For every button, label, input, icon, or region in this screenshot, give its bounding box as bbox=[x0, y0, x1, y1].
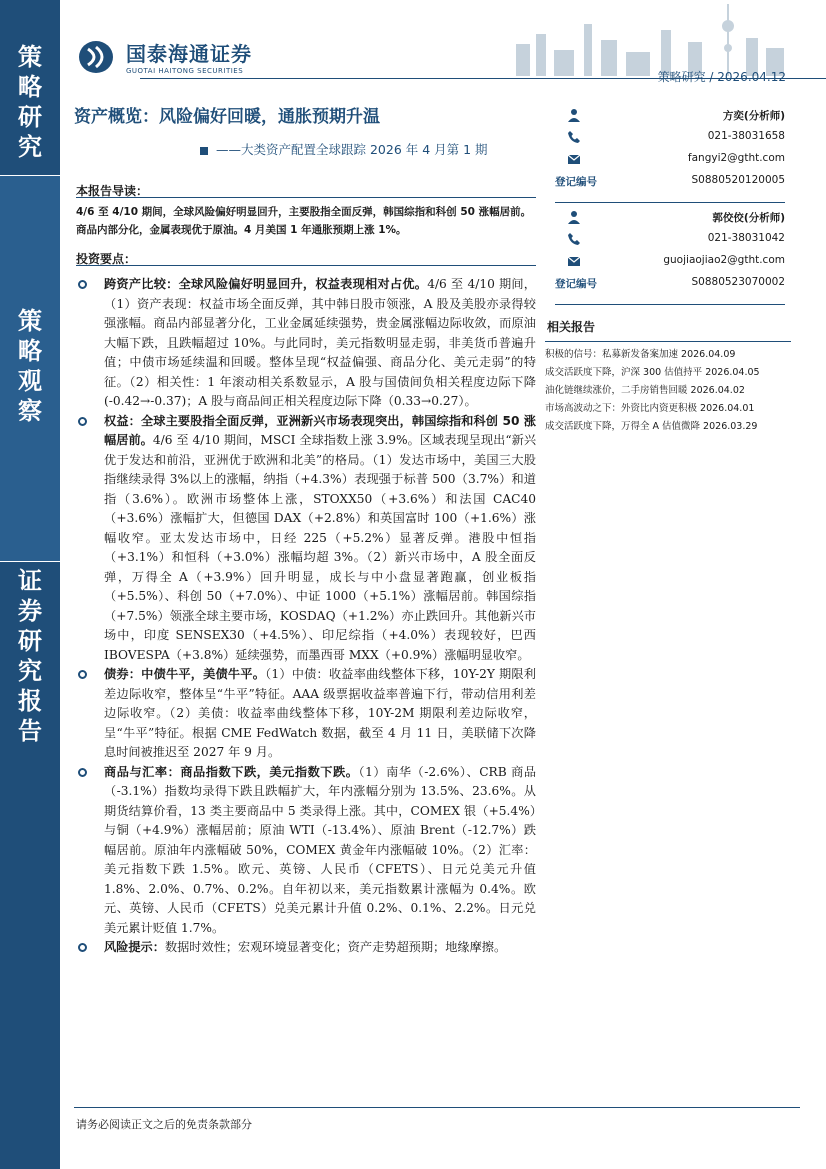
page-title: 资产概览：风险偏好回暖，通胀预期升温 bbox=[74, 107, 380, 127]
sidebar-char: 券 bbox=[18, 597, 42, 625]
sidebar-char: 策 bbox=[18, 307, 42, 335]
phone-icon bbox=[567, 232, 581, 246]
city-skyline-illustration bbox=[506, 4, 806, 76]
related-report-link[interactable]: 油化链继续涨价，二手房销售回暖 2026.04.02 bbox=[545, 385, 745, 396]
analyst-email[interactable]: fangyi2@gtht.com bbox=[687, 152, 785, 164]
point-lead: 权益：全球主要股指全面反弹，亚洲新兴市场表现突出，韩国综指和科创 50 涨幅居前。 bbox=[104, 413, 536, 447]
sidebar-char: 究 bbox=[18, 133, 42, 161]
point-bonds bbox=[76, 665, 536, 763]
registration-label: 登记编号 bbox=[555, 278, 597, 290]
logo-text-en: GUOTAI HAITONG SECURITIES bbox=[126, 67, 244, 75]
circle-bullet-icon bbox=[78, 280, 87, 289]
sidebar-char: 研 bbox=[18, 103, 42, 131]
footer-divider bbox=[74, 1107, 800, 1108]
report-date: 2026.04.12 bbox=[717, 70, 786, 84]
sidebar-char: 略 bbox=[18, 73, 42, 101]
registration-label: 登记编号 bbox=[555, 176, 597, 188]
analyst-phone: 021-38031042 bbox=[707, 232, 785, 244]
sidebar-char: 研 bbox=[18, 627, 42, 655]
sidebar-char: 究 bbox=[18, 657, 42, 685]
point-body: （1）中债：收益率曲线整体下移，10Y-2Y 期限利差边际收窄，整体呈“牛平”特征。AAA 级票据收益率普遍下行，带动信用利差边际收窄。（2）美债：收益率曲线整体下移，10Y-2M 期限利差边际收窄，呈“牛平”特征。根据 CME FedWatch 数据，截至 4 月 11 日，美联储下次降息时间被推迟至 2027 年 9 月。 bbox=[104, 667, 536, 759]
related-report-link[interactable]: 成交活跃度下降，万得全 A 估值微降 2026.03.29 bbox=[545, 421, 758, 432]
point-lead: 跨资产比较：全球风险偏好明显回升，权益表现相对占优。 bbox=[104, 277, 428, 291]
analyst-icon bbox=[567, 210, 581, 224]
sidebar-char: 策 bbox=[18, 43, 42, 71]
sidebar-char: 察 bbox=[18, 397, 42, 425]
guide-heading: 本报告导读： bbox=[76, 184, 149, 198]
company-logo bbox=[78, 38, 252, 75]
subtitle-text: ——大类资产配置全球跟踪 2026 年 4 月第 1 期 bbox=[216, 142, 488, 157]
related-report-link[interactable]: 积极的信号：私募新发备案加速 2026.04.09 bbox=[545, 349, 736, 360]
registration-number: S0880523070002 bbox=[691, 276, 785, 288]
page-subtitle bbox=[200, 140, 488, 158]
analyst-divider bbox=[555, 304, 785, 305]
guide-text: 4/6 至 4/10 期间，全球风险偏好明显回升，主要股指全面反弹，韩国综指和科创 50 涨幅居前。商品内部分化，金属表现优于原油。4 月美国 1 年通胀预期上涨 1%。 bbox=[76, 206, 532, 236]
point-body: 数据时效性；宏观环境显著变化；资产走势超预期；地缘摩擦。 bbox=[164, 940, 507, 954]
sidebar-block-strategy-research bbox=[0, 0, 60, 175]
investment-points bbox=[76, 275, 536, 958]
circle-bullet-icon bbox=[78, 417, 87, 426]
sidebar bbox=[0, 0, 60, 1169]
sidebar-char: 报 bbox=[18, 687, 42, 715]
analyst-name: 方奕(分析师) bbox=[722, 110, 785, 122]
analyst-card bbox=[555, 210, 785, 305]
guide-divider bbox=[76, 197, 536, 198]
sidebar-char: 证 bbox=[18, 567, 42, 595]
related-divider bbox=[545, 341, 791, 342]
circle-bullet-icon bbox=[78, 943, 87, 952]
point-lead: 商品与汇率：商品指数下跌，美元指数下跌。 bbox=[104, 764, 359, 779]
email-icon bbox=[567, 254, 581, 268]
analyst-divider bbox=[555, 202, 785, 203]
sidebar-block-strategy-observation bbox=[0, 176, 60, 561]
point-body: 4/6 至 4/10 期间，（1）资产表现：权益市场全面反弹，其中韩日股市领涨，A 股及美股亦录得较强涨幅。商品内部显著分化，工业金属延续强势，贵金属涨幅边际收敛，而原油大幅下跌，且跌幅超过 10%。与此同时，美元指数明显走弱，非美货币普遍升值；中债市场延续温和回暖。整体呈现“权益偏强、商品分化、美元走弱”的特征。（2）相关性：1 年滚动相关系数显示，A 股与国债间负相关程度边际下降(-0.42→-0.37)；A 股与商品间正相关程度边际下降（0.33→0.27）。 bbox=[104, 277, 536, 408]
analyst-name: 郭佼佼(分析师) bbox=[712, 212, 785, 224]
logo-text-cn: 国泰海通证券 bbox=[126, 42, 252, 66]
circle-bullet-icon bbox=[78, 670, 87, 679]
logo-mark-icon bbox=[78, 39, 122, 75]
point-risk bbox=[76, 938, 536, 958]
phone-icon bbox=[567, 130, 581, 144]
point-cross-asset bbox=[76, 275, 536, 412]
email-icon bbox=[567, 152, 581, 166]
related-reports-heading: 相关报告 bbox=[547, 320, 596, 334]
sidebar-char: 略 bbox=[18, 337, 42, 365]
point-commodities-fx bbox=[76, 763, 536, 939]
report-category: 策略研究 bbox=[657, 70, 706, 84]
point-body: （1）南华（-2.6%）、CRB 商品（-3.1%）指数均录得下跌且跌幅扩大，年内涨幅分别为 13.5%、23.6%。从期货结算价看，13 类主要商品中 5 类录得上涨。其中，COMEX 银（+5.4%）与铜（+4.9%）涨幅居前；原油 WTI（-13.4%）、原油 Brent（-12.7%）跌幅居前。原油年内涨幅破 50%，COMEX 黄金年内涨幅破 10%。（2）汇率：美元指数下跌 1.5%。欧元、英镑、人民币（CFETS）、日元兑美元升值 1.8%、2.0%、0.7%、0.2%。自年初以来，美元指数累计涨幅为 0.4%。欧元、英镑、人民币（CFETS）兑美元累计升值 0.2%、0.1%、2.2%。日元兑美元累计贬值 1.7%。 bbox=[104, 764, 537, 935]
header-meta: 策略研究 / 2026.04.12 bbox=[657, 70, 786, 84]
footer-disclaimer: 请务必阅读正文之后的免责条款部分 bbox=[76, 1118, 252, 1131]
point-body: 4/6 至 4/10 期间，MSCI 全球指数上涨 3.9%。区域表现呈现出“新兴优于发达和前沿，亚洲优于欧洲和北美”的格局。（1）发达市场中，美国三大股指继续录得 3%以上的涨幅，纳指（+4.3%）表现强于标普 500（3.7%）和道指（3.6%）。欧洲市场整体上涨，STOXX50（+3.6%）和法国 CAC40（+3.6%）涨幅扩大，但德国 DAX（+2.8%）和英国富时 100（+1.6%）涨幅收窄。亚太发达市场中，日经 225（+5.2%）显著反弹。港股中恒指（+3.1%）和恒科（+3.0%）涨幅均超 3%。（2）新兴市场中，A 股全面反弹，万得全 A（+3.9%）回升明显，成长与中小盘显著跑赢，创业板指（+5.5%）、科创 50（+7.0%）、中证 1000（+5.1%）涨幅居前。韩国综指（+7.5%）领涨全球主要市场，KOSDAQ（+1.2%）亦止跌回升。其他新兴市场中，印度 SENSEX30（+4.5%）、印尼综指（+4.0%）表现较好，巴西 IBOVESPA（+3.8%）延续强势，而墨西哥 MXX（+0.9%）涨幅明显收窄。 bbox=[104, 433, 537, 662]
related-report-link[interactable]: 成交活跃度下降，沪深 300 估值持平 2026.04.05 bbox=[545, 367, 760, 378]
points-heading: 投资要点： bbox=[76, 252, 137, 266]
analyst-email[interactable]: guojiaojiao2@gtht.com bbox=[663, 254, 785, 266]
page-header bbox=[60, 0, 826, 92]
sidebar-char: 观 bbox=[18, 367, 42, 395]
circle-bullet-icon bbox=[78, 768, 87, 777]
point-equity bbox=[76, 412, 536, 666]
sidebar-char: 告 bbox=[18, 717, 42, 745]
analyst-icon bbox=[567, 108, 581, 122]
analyst-phone: 021-38031658 bbox=[707, 130, 785, 142]
related-report-link[interactable]: 市场高波动之下：外资比内资更积极 2026.04.01 bbox=[545, 403, 755, 414]
sidebar-block-securities-report bbox=[0, 562, 60, 1169]
analyst-card bbox=[555, 108, 785, 203]
points-divider bbox=[76, 265, 536, 266]
point-lead: 债券：中债牛平，美债牛平。 bbox=[104, 667, 266, 681]
related-reports bbox=[545, 318, 791, 436]
registration-number: S0880520120005 bbox=[691, 174, 785, 186]
point-lead: 风险提示： bbox=[104, 940, 165, 954]
square-bullet-icon bbox=[200, 147, 208, 155]
